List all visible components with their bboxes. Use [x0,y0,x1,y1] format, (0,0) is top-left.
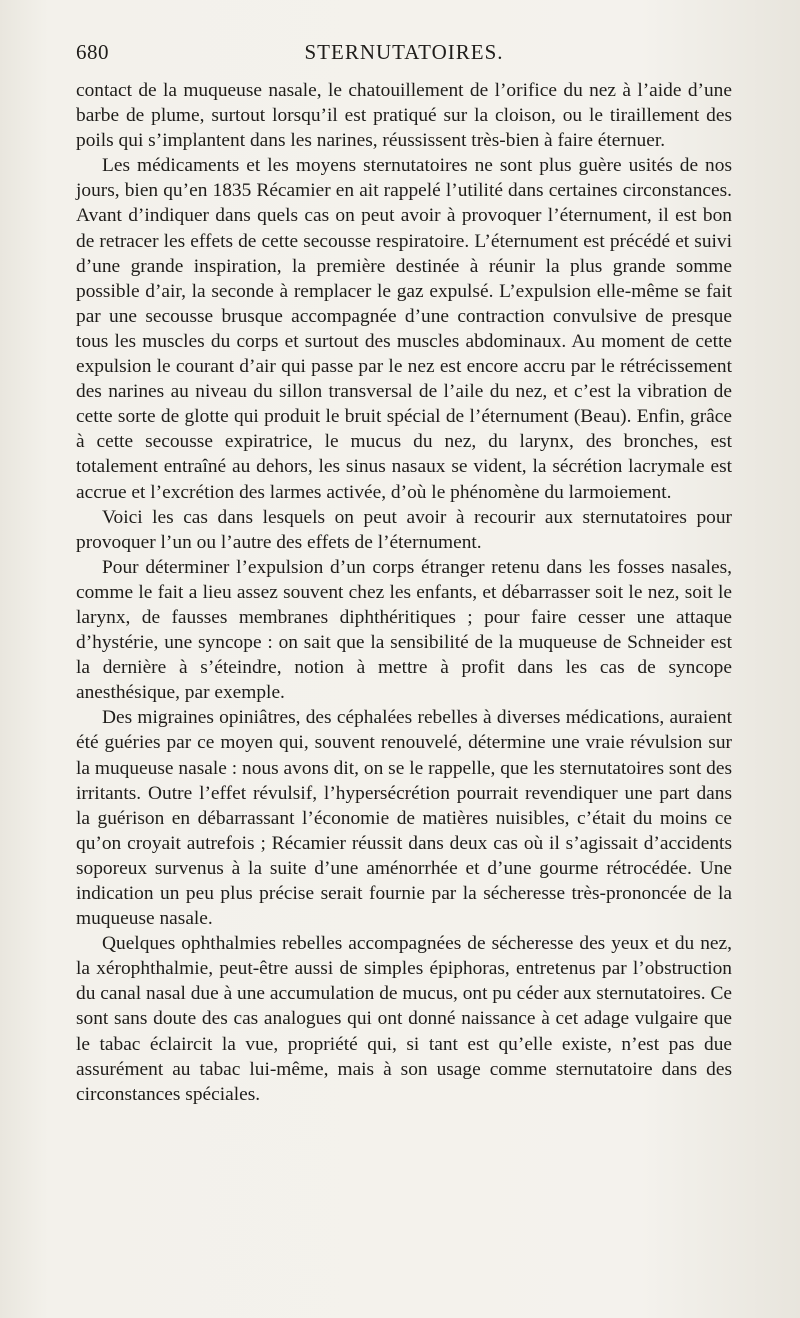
paragraph: Pour déterminer l’expulsion d’un corps étranger retenu dans les fosses nasales, comme le fait a lieu assez souvent chez les enfants, et débarrasser soit le nez, soit le larynx, de fausses membranes diphthéritiques ; pour faire cesser une attaque d’hystérie, une syncope : on sait que la sensibilité de la muqueuse de Schneider est la dernière à s’éteindre, notion à mettre à profit dans les cas de syncope anesthésique, par exemple. [76,556,732,704]
running-title: STERNUTATOIRES. [304,40,504,64]
paragraph: Voici les cas dans lesquels on peut avoir à recourir aux sternutatoires pour provoquer l’un ou l’autre des effets de l’éternument. [76,506,732,553]
paragraph: Quelques ophthalmies rebelles accompagnées de sécheresse des yeux et du nez, la xérophthalmie, peut-être aussi de simples épiphoras, entretenus par l’obstruction du canal nasal due à une accumulation de mucus, ont pu céder aux sternutatoires. Ce sont sans doute des cas analogues qui ont donné naissance à cet adage vulgaire que le tabac éclaircit la vue, propriété qui, si tant est qu’elle existe, n’est pas due assurément au tabac lui-même, mais à son usage comme sternutatoire dans des circonstances spéciales. [76,933,732,1105]
page-number: 680 [76,40,109,64]
body-text [76,78,732,1107]
paragraph: Les médicaments et les moyens sternutatoires ne sont plus guère usités de nos jours, bien qu’en 1835 Récamier en ait rappelé l’utilité dans certaines circonstances. Avant d’indiquer dans quels cas on peut avoir à provoquer l’éternument, il est bon de retracer les effets de cette secousse respiratoire. L’éternument est précédé et suivi d’une grande inspiration, la première destinée à réunir la plus grande somme possible d’air, la seconde à remplacer le gaz expulsé. L’expulsion elle-même se fait par une secousse brusque accompagnée d’une contraction convulsive de presque tous les muscles du corps et surtout des muscles abdominaux. Au moment de cette expulsion le courant d’air qui passe par le nez est encore accru par le rétrécissement des narines au niveau du sillon transversal de l’aile du nez, et c’est la vibration de cette sorte de glotte qui produit le bruit spécial de l’éternument (Beau). Enfin, grâce à cette secousse expiratrice, le mucus du nez, du larynx, des bronches, est totalement entraîné au dehors, les sinus nasaux se vident, la sécrétion lacrymale est accrue et l’excrétion des larmes activée, d’où le phénomène du larmoiement. [76,155,732,503]
running-head [76,40,732,72]
paragraph: Des migraines opiniâtres, des céphalées rebelles à diverses médications, auraient été guéries par ce moyen qui, souvent renouvelé, détermine une vraie révulsion sur la muqueuse nasale : nous avons dit, on se le rappelle, que les sternutatoires sont des irritants. Outre l’effet révulsif, l’hypersécrétion pourrait revendiquer une part dans la guérison en débarrassant l’économie de matières nuisibles, c’était du moins ce qu’on croyait autrefois ; Récamier réussit dans deux cas où il s’agissait d’accidents soporeux survenus à la suite d’une aménorrhée et d’une gourme rétrocédée. Une indication un peu plus précise serait fournie par la sécheresse très-prononcée de la muqueuse nasale. [76,707,732,930]
paragraph-continuation: contact de la muqueuse nasale, le chatouillement de l’orifice du nez à l’aide d’une barbe de plume, surtout lorsqu’il est pratiqué sur la cloison, ou le tiraillement des poils qui s’implantent dans les narines, réussissent très-bien à faire éternuer. [76,80,732,152]
